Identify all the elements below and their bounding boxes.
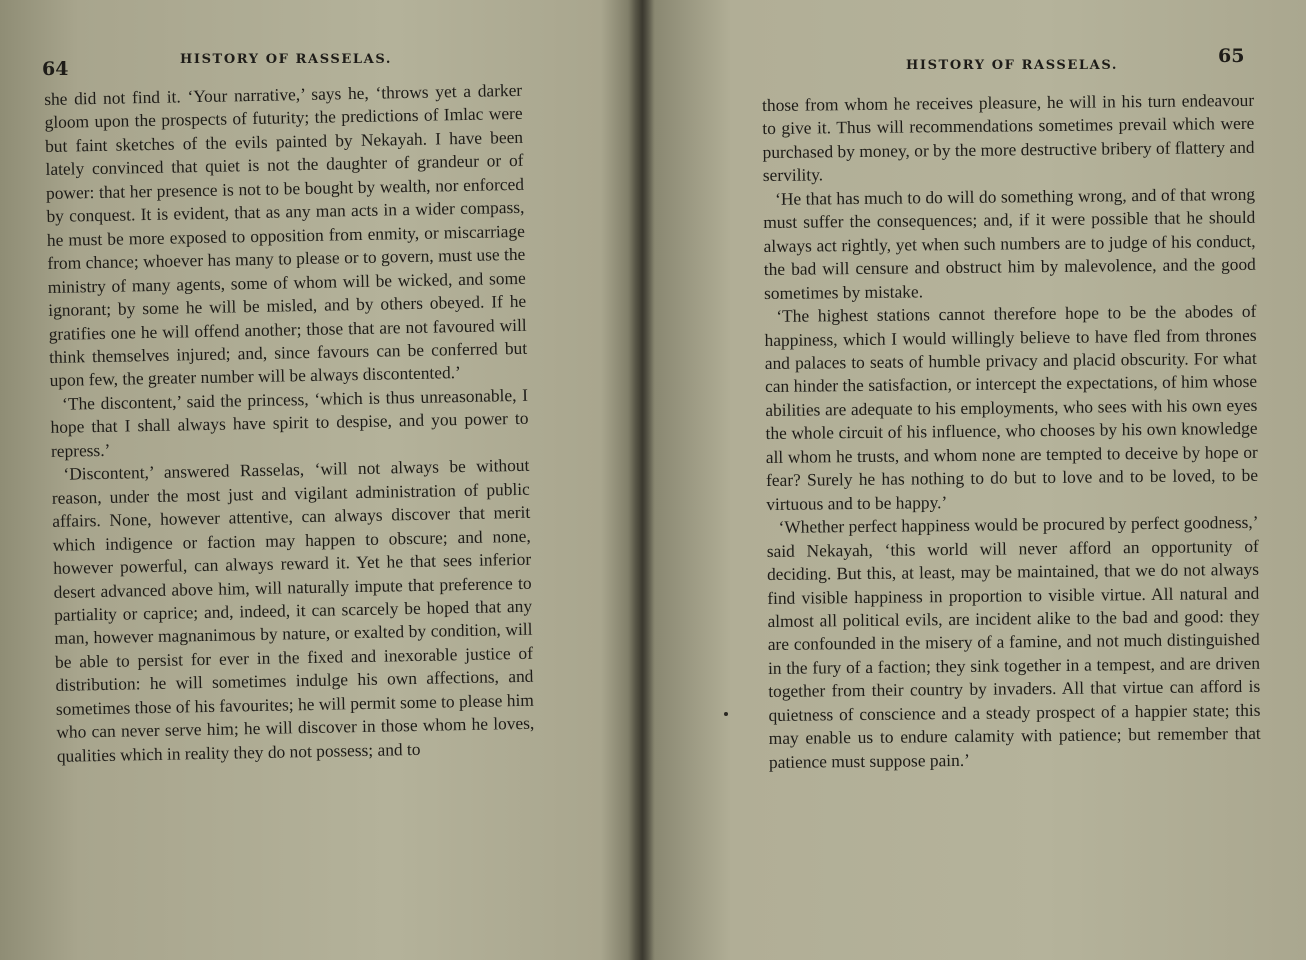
paragraph: she did not find it. ‘Your narrative,’ says he, ‘throws yet a darker gloom upon the prospects of futurity; the predictions of Imlac were but faint sketches of the evils painted by Nekayah. I have been lately convinced that quiet is not the daughter of grandeur or of power: that her presence is not to be bought by wealth, nor enforced by conquest. It is evident, that as any man acts in a wider compass, he must be more exposed to opposition from enmity, or miscarriage from chance; whoever has many to please or to govern, must use the ministry of many agents, some of whom will be wicked, and some ignorant; by some he will be misled, and by others obeyed. If he gratifies one he will offend another; those that are not favoured will think themselves injured; and, since favours can be conferred but upon few, the greater number will be always discontented.’ [44, 79, 528, 391]
running-head: HISTORY OF RASSELAS. [180, 52, 393, 67]
page-number: 65 [1218, 45, 1245, 67]
paragraph: ‘The discontent,’ said the princess, ‘which is thus unreasonable, I hope that I shall always have spirit to despise, and you power to repress.’ [50, 384, 529, 461]
paragraph: ‘The highest stations cannot therefore hope to be the abodes of happiness, which I would willingly believe to have fled from thrones and palaces to seats of humble privacy and placid obscurity. For what can hinder the satisfaction, or intercept the expectations, of him whose abilities are adequate to his employments, who sees with his own eyes the whole circuit of his influence, who chooses by his own knowledge all whom he trusts, and whom none are tempted to deceive by hope or fear? Surely he has nothing to do but to love and to be loved, to be virtuous and to be happy.’ [764, 300, 1259, 514]
ink-speck [724, 712, 728, 716]
page-number: 64 [42, 58, 69, 80]
right-page [640, 0, 1306, 960]
page-text [762, 89, 1261, 774]
paragraph: ‘He that has much to do will do something wrong, and of that wrong must suffer the consequences; and, if it were possible that he should always act rightly, yet when such numbers are to judge of his conduct, the bad will censure and obstruct him by malevolence, and the good sometimes by mistake. [763, 183, 1256, 303]
left-page [0, 0, 640, 960]
paragraph: ‘Whether perfect happiness would be procured by perfect goodness,’ said Nekayah, ‘this world will never afford an opportunity of deciding. But this, at least, may be maintained, that we do not always find visible happiness in proportion to visible virtue. All natural and almost all political evils, are incident alike to the bad and good: they are confounded in the misery of a famine, and not much distinguished in the fury of a faction; they sink together in a tempest, and are driven together from their country by invaders. All that virtue can afford is quietness of conscience and a steady prospect of a happier state; this may enable us to endure calamity with patience; but remember that patience must suppose pain.’ [766, 511, 1261, 772]
page-text [44, 79, 535, 768]
paragraph: ‘Discontent,’ answered Rasselas, ‘will not always be without reason, under the most just and vigilant administration of public affairs. None, however attentive, can always discover that merit which indigence or faction may happen to obscure; and none, however powerful, can always reward it. Yet he that sees inferior desert advanced above him, will naturally impute that preference to partiality or caprice; and, indeed, it can scarcely be hoped that any man, however magnanimous by nature, or exalted by condition, will be able to persist for ever in the fixed and inexorable justice of distribution: he will sometimes indulge his own affections, and sometimes those of his favourites; he will permit some to please him who can never serve him; he will discover in those whom he loves, qualities which in reality they do not possess; and to [51, 455, 535, 766]
running-head: HISTORY OF RASSELAS. [906, 58, 1119, 73]
paragraph: those from whom he receives pleasure, he will in his turn endeavour to give it. Thus will recommendations sometimes prevail which were purchased by money, or by the more destructive bribery of flattery and servility. [762, 89, 1255, 186]
